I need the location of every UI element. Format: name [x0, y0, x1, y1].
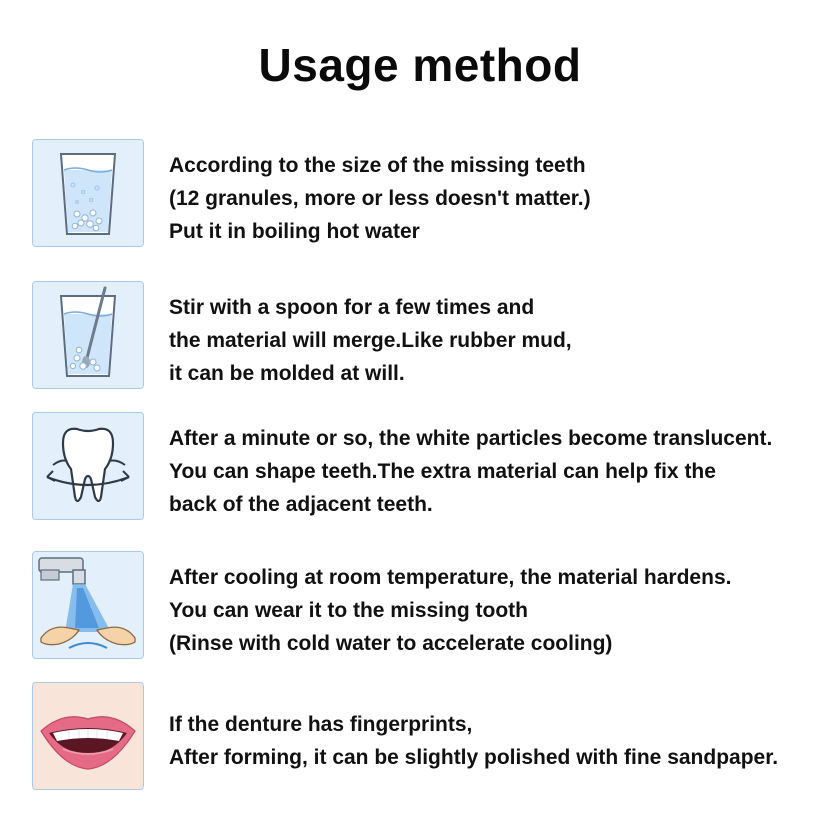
faucet-hands-icon	[32, 551, 144, 659]
glass-with-granules-icon	[32, 139, 144, 247]
glass-with-spoon-icon	[32, 281, 144, 389]
step-5	[32, 682, 832, 792]
step-4-line-1: After cooling at room temperature, the material hardens.	[169, 566, 732, 589]
tooth-icon	[32, 412, 144, 520]
step-4	[32, 551, 832, 661]
step-2-line-2: the material will merge.Like rubber mud,	[169, 329, 572, 352]
step-3-text	[169, 422, 834, 521]
step-3-line-3: back of the adjacent teeth.	[169, 493, 433, 516]
step-3-line-1: After a minute or so, the white particles become translucent.	[169, 427, 773, 450]
step-3	[32, 412, 832, 522]
step-4-text	[169, 561, 834, 660]
step-5-text	[169, 708, 834, 774]
step-4-line-3: (Rinse with cold water to accelerate cooling)	[169, 632, 613, 655]
step-3-line-2: You can shape teeth.The extra material can help fix the	[169, 460, 716, 483]
step-1-text	[169, 149, 834, 248]
page-title: Usage method	[258, 39, 582, 91]
step-2	[32, 281, 832, 391]
step-1-line-2: (12 granules, more or less doesn't matter.)	[169, 187, 591, 210]
step-1-line-1: According to the size of the missing teeth	[169, 154, 586, 177]
step-1-line-3: Put it in boiling hot water	[169, 220, 420, 243]
step-2-text	[169, 291, 834, 390]
smile-lips-icon	[32, 682, 144, 790]
step-1	[32, 139, 832, 249]
step-2-line-3: it can be molded at will.	[169, 362, 405, 385]
step-2-line-1: Stir with a spoon for a few times and	[169, 296, 535, 319]
step-4-line-2: You can wear it to the missing tooth	[169, 599, 528, 622]
step-5-line-2: After forming, it can be slightly polished with fine sandpaper.	[169, 746, 779, 769]
step-5-line-1: If the denture has fingerprints,	[169, 713, 473, 736]
